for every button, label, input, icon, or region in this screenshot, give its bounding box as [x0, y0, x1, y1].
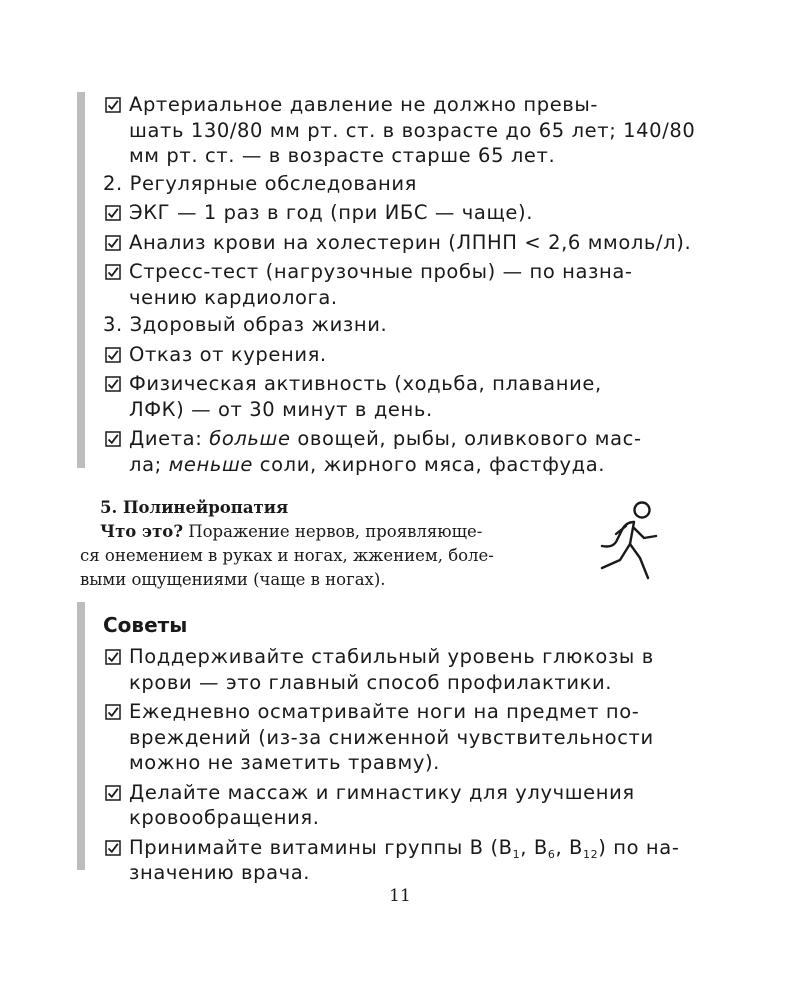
checkbox-icon [105, 649, 121, 665]
checklist-item-cholesterol [103, 230, 697, 256]
item-text: Ежедневно осматривайте ноги на предмет по- [129, 700, 640, 723]
checkbox-icon [105, 704, 121, 720]
checklist-item-diet [103, 426, 697, 477]
question-lead: Что это? [100, 522, 183, 541]
item-text: мм рт. ст. — в возрасте старше 65 лет. [129, 144, 556, 167]
paragraph-line: ся онемением в руках и ногах, жжением, боле- [80, 546, 494, 565]
walking-person-icon [594, 498, 664, 588]
item-text: кровообращения. [129, 806, 320, 829]
item-text: Поддерживайте стабильный уровень глюкозы в [129, 645, 654, 668]
checklist-item-blood-pressure [103, 92, 697, 169]
item-text: Принимайте витамины группы B ($B_1$, $B_6$, $B_{12}$) по на- [129, 835, 680, 861]
item-text: Артериальное давление не должно превы- [129, 93, 599, 116]
item-text: вреждений (из-за сниженной чувствительности [129, 725, 654, 749]
item-text: Анализ крови на холестерин (ЛПНП < 2,6 ммоль/л). [129, 230, 692, 254]
numbered-heading: 3. Здоровый образ жизни. [103, 313, 388, 336]
section-paragraph: Что это? Поражение нервов, проявляюще- ся онемением в руках и ногах, жжением, боле- выми ощущениями (чаще в ногах). [100, 520, 580, 592]
section-heading: 5. Полинейропатия [100, 498, 289, 517]
checklist-item-activity [103, 371, 697, 422]
checklist-item-massage [103, 780, 697, 831]
item-text: ЭКГ — 1 раз в год (при ИБС — чаще). [129, 201, 534, 224]
item-text: Диета: больше овощей, рыбы, оливкового мас- [129, 427, 642, 450]
checkbox-icon [105, 264, 121, 280]
checkbox-icon [105, 347, 121, 363]
item-text: крови — это главный способ профилактики. [129, 670, 613, 694]
checklist-item-stress-test [103, 259, 697, 310]
item-text: ла; меньше соли, жирного мяса, фастфуда. [129, 452, 606, 476]
item-text: Стресс-тест (нагрузочные пробы) — по назна- [129, 260, 633, 283]
checklist-item-feet [103, 699, 697, 776]
checklist-item-ecg [103, 200, 697, 226]
checkbox-icon [105, 235, 121, 251]
item-text: Физическая активность (ходьба, плавание, [129, 372, 602, 395]
checklist-item-glucose [103, 644, 697, 695]
checkbox-icon [105, 205, 121, 221]
item-text: Отказ от курения. [129, 342, 327, 366]
checkbox-icon [105, 431, 121, 447]
numbered-heading: 2. Регулярные обследования [103, 171, 418, 195]
item-text: чению кардиолога. [129, 285, 338, 309]
polyneuropathy-section [80, 496, 580, 592]
page-number: 11 [389, 886, 411, 906]
item-text: шать 130/80 мм рт. ст. в возрасте до 65 лет; 140/80 [129, 118, 696, 142]
checkbox-icon [105, 376, 121, 392]
checkbox-icon [105, 97, 121, 113]
item-text: Делайте массаж и гимнастику для улучшения [129, 780, 635, 804]
paragraph-line: выми ощущениями (чаще в ногах). [80, 570, 386, 589]
checkbox-icon [105, 785, 121, 801]
item-text: значению врача. [129, 861, 311, 884]
checklist-item-smoking [103, 342, 697, 368]
recommendations-box [77, 92, 697, 476]
advice-box [77, 602, 697, 884]
item-text: ЛФК) — от 30 минут в день. [129, 397, 433, 421]
advice-title: Советы [103, 613, 188, 637]
item-text: можно не заметить травму). [129, 751, 440, 774]
checklist-item-vitamins [103, 835, 697, 886]
checkbox-icon [105, 840, 121, 856]
